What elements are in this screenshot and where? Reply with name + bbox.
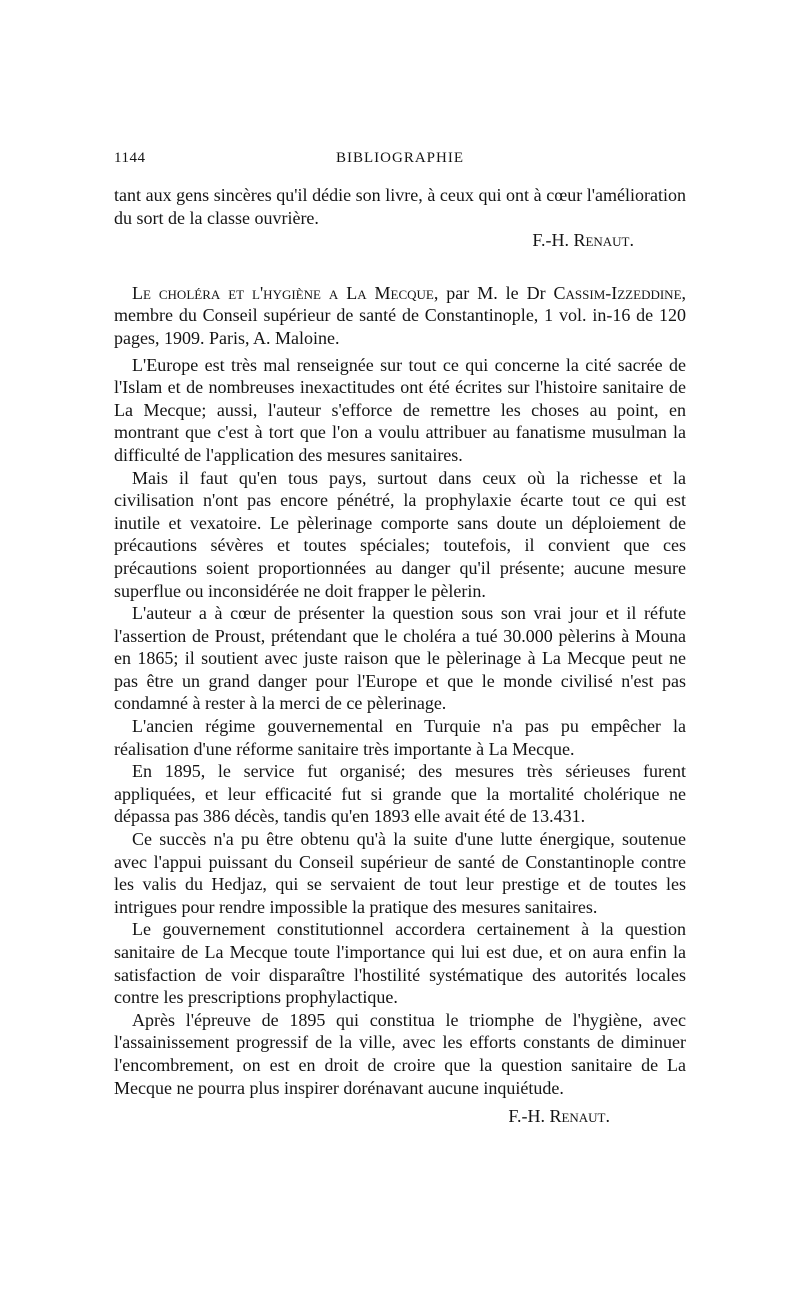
book-author-prefix: par M. le Dr: [446, 282, 546, 303]
review-paragraph: L'Europe est très mal renseignée sur tout ce qui concerne la cité sacrée de l'Islam et de nombreuses inexactitudes ont été écrites sur l'histoire sanitaire de La Mecque; aussi, l'auteur s'efforce de remettre les choses au point, en montrant que c'est à tort que l'on a voulu attribuer au fanatisme musulman la difficulté de l'application des mesures sanitaires.: [114, 354, 686, 465]
review-paragraph: En 1895, le service fut organisé; des mesures très sérieuses furent appliquées, et leur efficacité fut si grande que la mortalité cholérique ne dépassa pas 386 décès, tandis qu'en 1893 elle avait été de 13.431.: [114, 761, 686, 827]
intro-paragraph: tant aux gens sincères qu'il dédie son livre, à ceux qui ont à cœur l'amélioration du sort de la classe ouvrière.: [114, 185, 686, 228]
review-paragraph: L'auteur a à cœur de présenter la question sous son vrai jour et il réfute l'assertion de Proust, prétendant que le choléra a tué 30.000 pèlerins à Mouna en 1865; il soutient avec juste raison que le pèlerinage à La Mecque peut ne pas être un grand danger pour l'Europe et que le monde civilisé n'est pas condamné à rester à la merci de ce pèlerinage.: [114, 603, 686, 714]
review-paragraph: L'ancien régime gouvernemental en Turquie n'a pas pu empêcher la réalisation d'une réforme sanitaire très importante à La Mecque.: [114, 716, 686, 759]
book-title: Le choléra et l'hygiène a La Mecque,: [132, 282, 439, 303]
intro-signature: F.-H. Renaut.: [532, 230, 634, 251]
running-head: [114, 150, 686, 172]
review-paragraph: Ce succès n'a pu être obtenu qu'à la suite d'une lutte énergique, soutenue avec l'appui puissant du Conseil supérieur de santé de Constantinople contre les valis du Hedjaz, qui se servaient de tout leur prestige et de toutes les intrigues pour rendre impossible la pratique des mesures sanitaires.: [114, 829, 686, 917]
review-paragraph: Après l'épreuve de 1895 qui constitua le triomphe de l'hygiène, avec l'assainissement progressif de la ville, avec les efforts constants de diminuer l'encombrement, on est en droit de croire que la question sanitaire de La Mecque ne pourra plus inspirer dorénavant aucune inquiétude.: [114, 1009, 686, 1098]
review-heading: [114, 282, 686, 350]
review-signature: F.-H. Renaut.: [508, 1106, 610, 1127]
review-paragraph: Mais il faut qu'en tous pays, surtout dans ceux où la richesse et la civilisation n'ont pas encore pénétré, la prophylaxie écarte tout ce qui est inutile et vexatoire. Le pèlerinage comporte sans doute un déploiement de précautions sévères et toutes spéciales; toutefois, il convient que ces précautions soient proportionnées au danger qu'il présente; aucune mesure superflue ou inconsidérée ne doit frapper le pèlerin.: [114, 467, 686, 601]
section-spacer: [114, 252, 686, 282]
book-author: Cassim-Izzeddine,: [553, 282, 687, 303]
section-title: BIBLIOGRAPHIE: [336, 150, 464, 166]
book-citation: membre du Conseil supérieur de santé de Constantinople, 1 vol. in-16 de 120 pages, 1909. Paris, A. Maloine.: [114, 305, 686, 348]
page-number: 1144: [114, 150, 146, 166]
review-paragraph: Le gouvernement constitutionnel accordera certainement à la question sanitaire de La Mecque toute l'importance qui lui est due, et on aura enfin la satisfaction de voir disparaître l'hostilité systématique des autorités locales contre les prescriptions prophylactique.: [114, 919, 686, 1008]
page-body: [114, 184, 686, 1128]
